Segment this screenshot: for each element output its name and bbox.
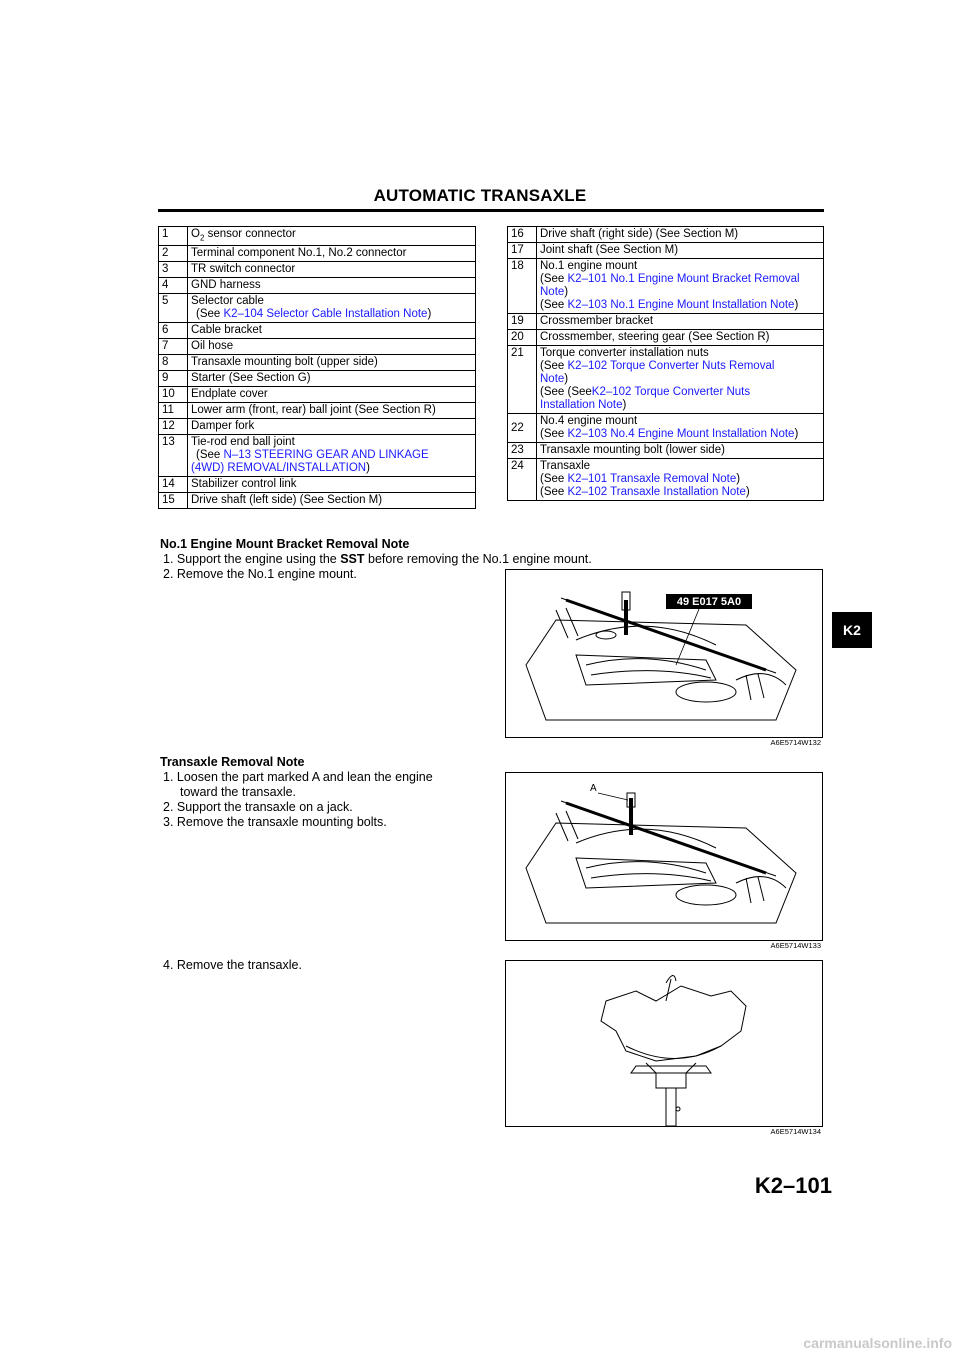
link-selector-cable-installation-note[interactable]: K2–104 Selector Cable Installation Note — [223, 308, 428, 321]
engine-support-illustration — [506, 570, 822, 737]
table-row: 23 Transaxle mounting bolt (lower side) — [508, 443, 824, 459]
table-row: 20 Crossmember, steering gear (See Section R) — [508, 330, 824, 346]
link-no4-engine-mount-installation-note[interactable]: K2–103 No.4 Engine Mount Installation Note — [567, 428, 795, 440]
table-row: 15 Drive shaft (left side) (See Section M) — [159, 493, 476, 509]
table-row: 4 GND harness — [159, 278, 476, 294]
link-steering-gear-and-linkage[interactable]: N–13 STEERING GEAR AND LINKAGE — [223, 449, 429, 462]
watermark: carmanualsonline.info — [803, 1335, 952, 1351]
link-no1-engine-mount-installation-note[interactable]: K2–103 No.1 Engine Mount Installation Note — [567, 299, 795, 311]
table-row: 2 Terminal component No.1, No.2 connector — [159, 246, 476, 262]
figure-code: A6E5714W134 — [770, 1127, 821, 1136]
link-transaxle-removal-note[interactable]: K2–101 Transaxle Removal Note — [567, 473, 737, 485]
link-torque-converter-nuts-removal-note-cont[interactable]: Note — [540, 373, 565, 385]
chapter-tab: K2 — [832, 612, 872, 648]
table-row: 8 Transaxle mounting bolt (upper side) — [159, 355, 476, 371]
table-row: 11 Lower arm (front, rear) ball joint (See Section R) — [159, 403, 476, 419]
step-remove-engine-mount: 2. Remove the No.1 engine mount. — [163, 567, 357, 581]
step-support-engine: 1. Support the engine using the SST before removing the No.1 engine mount. — [163, 552, 592, 566]
header-rule — [158, 209, 824, 212]
figure-code: A6E5714W133 — [770, 941, 821, 950]
table-row: 9 Starter (See Section G) — [159, 371, 476, 387]
step-loosen-part-a-cont: toward the transaxle. — [180, 785, 297, 799]
sst-tag: 49 E017 5A0 — [676, 596, 742, 608]
table-row: 13 Tie-rod end ball joint (See N–13 STEERING GEAR AND LINKAGE (4WD) REMOVAL/INSTALLATION) — [159, 435, 476, 477]
link-4wd-removal-installation[interactable]: (4WD) REMOVAL/INSTALLATION — [191, 462, 367, 475]
step-loosen-part-a: 1. Loosen the part marked A and lean the engine — [163, 770, 433, 784]
figure-engine-support-sst — [505, 569, 823, 738]
part-a-label: A — [590, 783, 597, 794]
section-title-engine-mount-bracket: No.1 Engine Mount Bracket Removal Note — [160, 537, 410, 551]
table-row: 18 No.1 engine mount (See K2–101 No.1 Engine Mount Bracket Removal Note) (See K2–103 No.1 Engine Mount Installation Note) — [508, 259, 824, 314]
figure-code: A6E5714W132 — [770, 738, 821, 747]
link-torque-converter-nuts-installation-note-cont[interactable]: Installation Note — [540, 399, 623, 411]
link-no1-engine-mount-bracket-removal-note-cont[interactable]: Note — [540, 286, 565, 298]
figure-transaxle-on-jack — [505, 960, 823, 1127]
table-row: 19 Crossmember bracket — [508, 314, 824, 330]
link-transaxle-installation-note[interactable]: K2–102 Transaxle Installation Note — [567, 486, 746, 498]
section-title-transaxle-removal: Transaxle Removal Note — [160, 755, 305, 769]
link-torque-converter-nuts-installation-note[interactable]: K2–102 Torque Converter Nuts — [591, 386, 751, 398]
table-row: 24 Transaxle (See K2–101 Transaxle Removal Note) (See K2–102 Transaxle Installation Note) — [508, 459, 824, 501]
page-number: K2–101 — [754, 1173, 832, 1198]
table-row: 16 Drive shaft (right side) (See Section M) — [508, 227, 824, 243]
step-support-transaxle: 2. Support the transaxle on a jack. — [163, 800, 353, 814]
table-row: 10 Endplate cover — [159, 387, 476, 403]
table-row: 3 TR switch connector — [159, 262, 476, 278]
table-row: 22 No.4 engine mount (See K2–103 No.4 Engine Mount Installation Note) — [508, 414, 824, 443]
table-row: 17 Joint shaft (See Section M) — [508, 243, 824, 259]
engine-lean-illustration — [506, 773, 822, 940]
link-torque-converter-nuts-removal-note[interactable]: K2–102 Torque Converter Nuts Removal — [567, 360, 775, 372]
link-no1-engine-mount-bracket-removal-note[interactable]: K2–101 No.1 Engine Mount Bracket Removal — [567, 273, 800, 285]
step-remove-mounting-bolts: 3. Remove the transaxle mounting bolts. — [163, 815, 387, 829]
parts-table-left — [158, 226, 476, 509]
transaxle-jack-illustration — [506, 961, 822, 1126]
step-remove-transaxle: 4. Remove the transaxle. — [163, 958, 302, 972]
parts-table-right — [507, 226, 824, 501]
page-header-title: AUTOMATIC TRANSAXLE — [373, 186, 587, 205]
table-row: 7 Oil hose — [159, 339, 476, 355]
figure-loosen-part-a — [505, 772, 823, 941]
table-row: 5 Selector cable (See K2–104 Selector Cable Installation Note) — [159, 294, 476, 323]
table-row: 21 Torque converter installation nuts (See K2–102 Torque Converter Nuts Removal Note) (See (SeeK2–102 Torque Converter Nuts Installation Note) — [508, 346, 824, 414]
table-row: 6 Cable bracket — [159, 323, 476, 339]
table-row: 1 $O_2$ sensor connector — [159, 227, 476, 246]
table-row: 14 Stabilizer control link — [159, 477, 476, 493]
table-row: 12 Damper fork — [159, 419, 476, 435]
